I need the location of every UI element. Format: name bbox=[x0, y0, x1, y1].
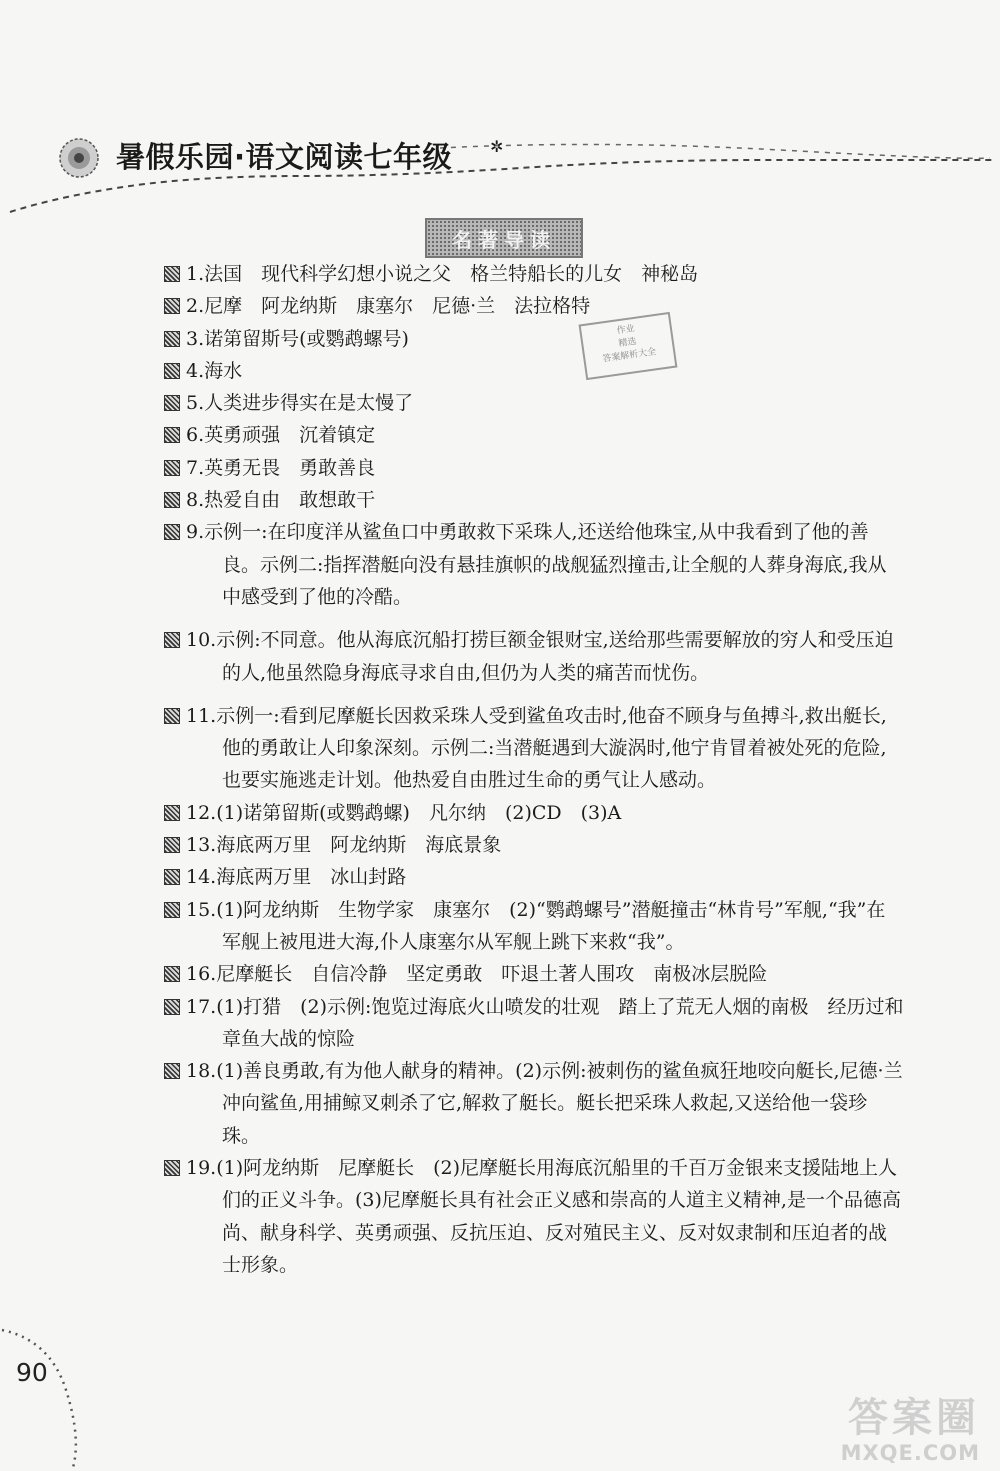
answer-item bbox=[164, 387, 904, 419]
answer-text: 7.英勇无畏 勇敢善良 bbox=[186, 456, 376, 479]
answer-text: 1.法国 现代科学幻想小说之父 格兰特船长的儿女 神秘岛 bbox=[186, 263, 699, 285]
hatched-square-icon bbox=[164, 869, 180, 885]
answer-item bbox=[164, 1152, 904, 1281]
answer-text: 12.(1)诺第留斯(或鹦鹉螺) 凡尔纳 (2)CD (3)A bbox=[186, 801, 622, 824]
book-title: 暑假乐园·语文阅读七年级 bbox=[116, 140, 453, 174]
hatched-square-icon bbox=[164, 966, 180, 982]
answer-list bbox=[164, 258, 904, 1281]
answer-text: 6.英勇顽强 沉着镇定 bbox=[186, 424, 376, 447]
answer-item bbox=[164, 991, 904, 1056]
answer-text: 18.(1)善良勇敢,有为他人献身的精神。(2)示例:被刺伤的鲨鱼疯狂地咬向艇长,尼德·兰冲向鲨鱼,用捕鲸叉刺杀了它,解救了艇长。艇长把采珠人救起,又送给他一袋珍珠。 bbox=[186, 1060, 903, 1147]
answer-item bbox=[164, 861, 904, 893]
hatched-square-icon bbox=[164, 524, 180, 540]
answer-item bbox=[164, 355, 904, 387]
answer-text: 13.海底两万里 阿龙纳斯 海底景象 bbox=[186, 834, 502, 857]
answer-item bbox=[164, 419, 904, 451]
answer-item bbox=[164, 290, 904, 322]
answer-text: 9.示例一:在印度洋从鲨鱼口中勇敢救下采珠人,还送给他珠宝,从中我看到了他的善良。示例二:指挥潜艇向没有悬挂旗帜的战舰猛烈撞击,让全舰的人葬身海底,我从中感受到了他的冷酷。 bbox=[186, 521, 887, 608]
answer-text: 14.海底两万里 冰山封路 bbox=[186, 866, 407, 889]
hatched-square-icon bbox=[164, 298, 180, 314]
hatched-square-icon bbox=[164, 708, 180, 724]
answer-text: 3.诺第留斯号(或鹦鹉螺号) bbox=[186, 327, 409, 350]
star-icon: ✲ bbox=[490, 137, 504, 156]
hatched-square-icon bbox=[164, 492, 180, 508]
book-header bbox=[58, 125, 958, 185]
answer-text: 19.(1)阿龙纳斯 尼摩艇长 (2)尼摩艇长用海底沉船里的千百万金银来支援陆地上人们的正义斗争。(3)尼摩艇长具有社会正义感和崇高的人道主义精神,是一个品德高尚、献身科学、英勇顽强、反抗压迫、反对殖民主义、反对奴隶制和压迫者的战士形象。 bbox=[186, 1157, 901, 1276]
hatched-square-icon bbox=[164, 460, 180, 476]
answer-item bbox=[164, 516, 904, 613]
watermark-url: MXQE.COM bbox=[840, 1441, 980, 1465]
hatched-square-icon bbox=[164, 427, 180, 443]
answer-text: 17.(1)打猎 (2)示例:饱览过海底火山喷发的壮观 踏上了荒无人烟的南极 经历过和章鱼大战的惊险 bbox=[186, 995, 904, 1050]
hatched-square-icon bbox=[164, 266, 180, 282]
section-title: 名著导读 bbox=[425, 218, 583, 258]
hatched-square-icon bbox=[164, 632, 180, 648]
page-number: 90 bbox=[16, 1358, 48, 1387]
answer-item bbox=[164, 484, 904, 516]
answer-text: 10.示例:不同意。他从海底沉船打捞巨额金银财宝,送给那些需要解放的穷人和受压迫的人,他虽然隐身海底寻求自由,但仍为人类的痛苦而忧伤。 bbox=[186, 629, 894, 684]
answer-item bbox=[164, 624, 904, 689]
flower-icon bbox=[58, 137, 100, 179]
watermark bbox=[770, 1395, 980, 1471]
hatched-square-icon bbox=[164, 1063, 180, 1079]
stamp-line: 作业 bbox=[616, 323, 636, 337]
hatched-square-icon bbox=[164, 331, 180, 347]
answer-item bbox=[164, 797, 904, 829]
answer-item bbox=[164, 258, 904, 290]
answer-text: 5.人类进步得实在是太慢了 bbox=[186, 392, 414, 415]
answer-text: 8.热爱自由 敢想敢干 bbox=[186, 489, 376, 512]
stamp-line: 精选 bbox=[617, 336, 638, 350]
answer-text: 15.(1)阿龙纳斯 生物学家 康塞尔 (2)“鹦鹉螺号”潜艇撞击“林肯号”军舰,“我”在军舰上被甩进大海,仆人康塞尔从军舰上跳下来救“我”。 bbox=[186, 898, 886, 953]
hatched-square-icon bbox=[164, 999, 180, 1015]
answer-item bbox=[164, 958, 904, 990]
answer-item bbox=[164, 894, 904, 959]
answer-item bbox=[164, 452, 904, 484]
answer-item bbox=[164, 700, 904, 797]
answer-item bbox=[164, 1055, 904, 1152]
hatched-square-icon bbox=[164, 363, 180, 379]
answer-text: 4.海水 bbox=[186, 359, 243, 382]
answer-text: 11.示例一:看到尼摩艇长因救采珠人受到鲨鱼攻击时,他奋不顾身与鱼搏斗,救出艇长,他的勇敢让人印象深刻。示例二:当潜艇遇到大漩涡时,他宁肯冒着被处死的危险,也要实施逃走计划。他热爱自由胜过生命的勇气让人感动。 bbox=[186, 704, 887, 792]
answer-item bbox=[164, 829, 904, 861]
hatched-square-icon bbox=[164, 902, 180, 918]
answer-text: 16.尼摩艇长 自信冷静 坚定勇敢 吓退土著人围攻 南极冰层脱险 bbox=[186, 963, 768, 986]
answer-item bbox=[164, 323, 904, 355]
hatched-square-icon bbox=[164, 1160, 180, 1176]
hatched-square-icon bbox=[164, 805, 180, 821]
hatched-square-icon bbox=[164, 395, 180, 411]
stamp-line: 答案解析大全 bbox=[601, 347, 657, 365]
watermark-logo: 答案圈 bbox=[848, 1395, 980, 1441]
hatched-square-icon bbox=[164, 837, 180, 853]
answer-text: 2.尼摩 阿龙纳斯 康塞尔 尼德·兰 法拉格特 bbox=[186, 295, 591, 318]
